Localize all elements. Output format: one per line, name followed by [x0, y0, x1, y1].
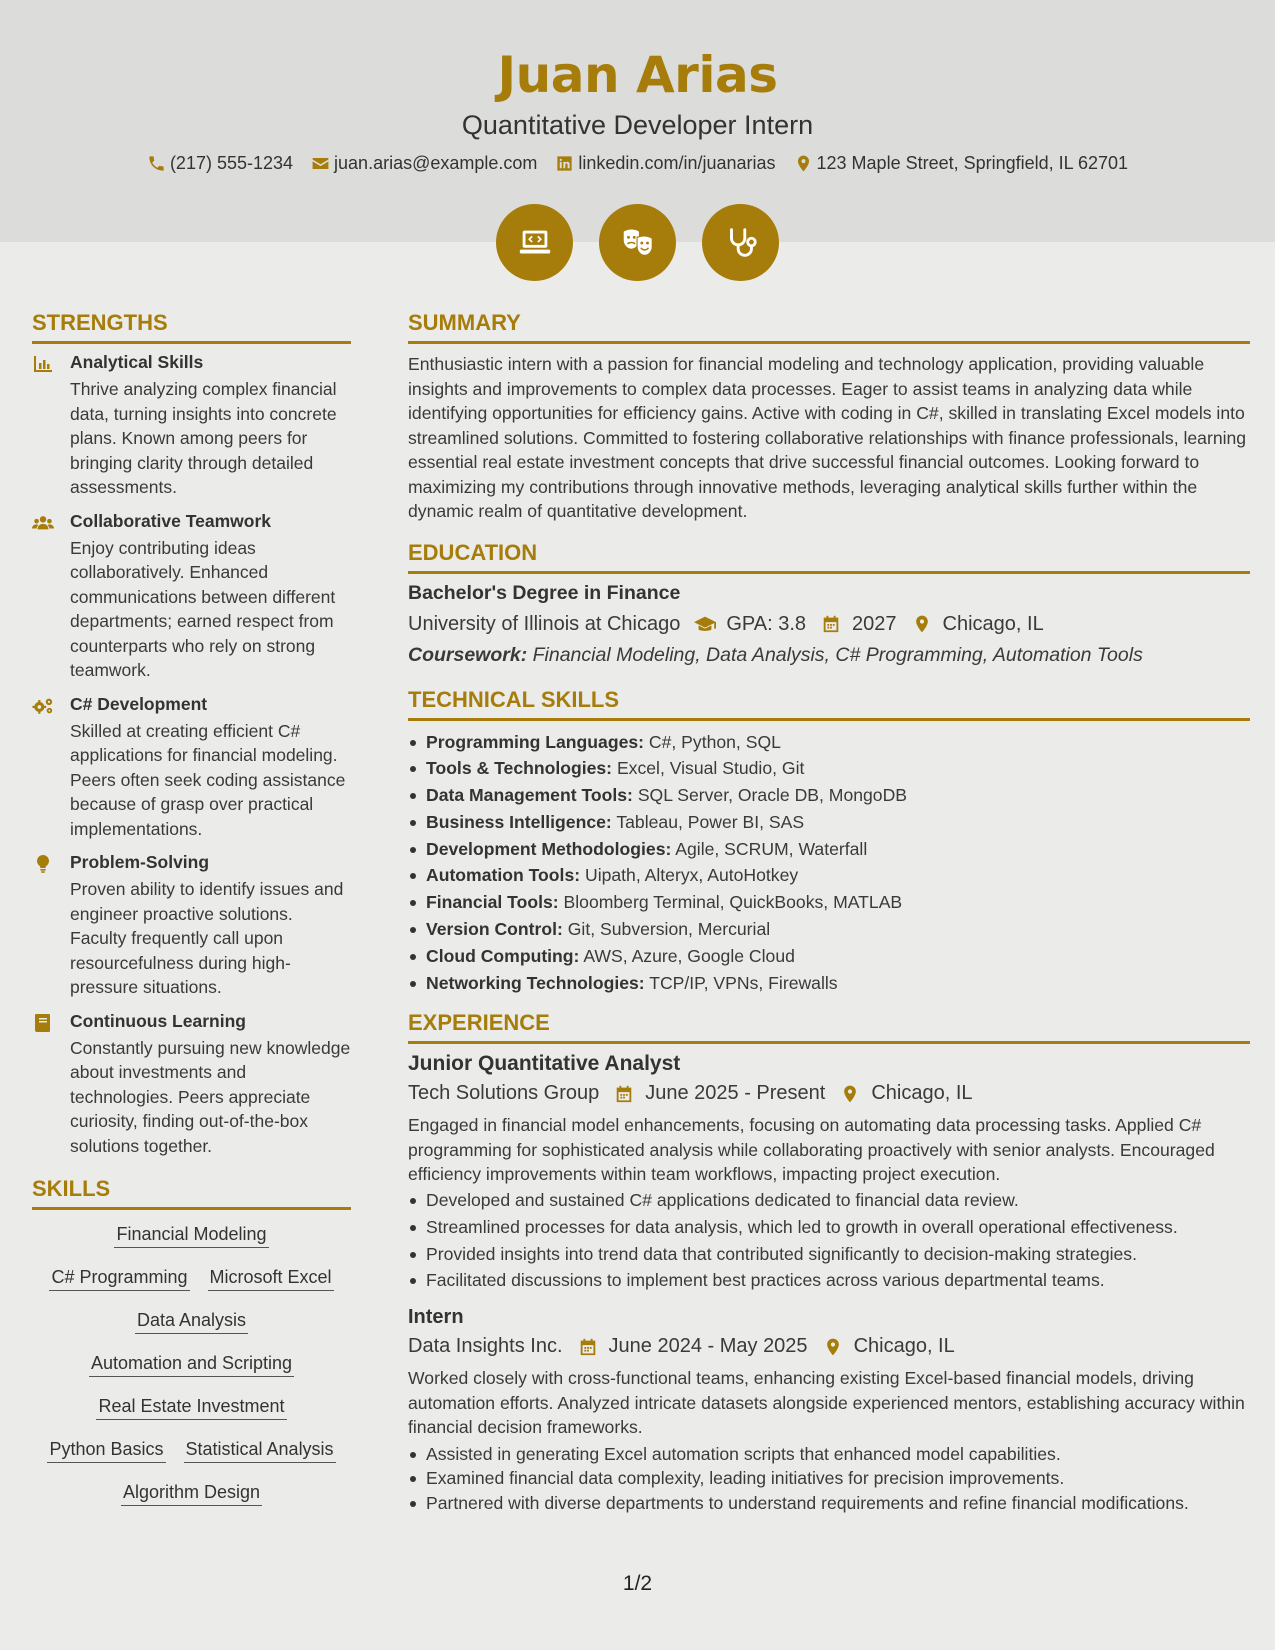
list-item [408, 755, 1250, 782]
stethoscope-badge [702, 204, 779, 281]
list-item [408, 889, 1250, 916]
strength-desc: Thrive analyzing complex financial data, turning insights into concrete plans. Known among peers for bringing clarity through detailed assessments. [70, 379, 337, 497]
education-school: University of Illinois at Chicago [408, 612, 681, 635]
list-item: Streamlined processes for data analysis, which led to growth in overall operational effectiveness. [408, 1214, 1250, 1241]
education-meta [408, 613, 1250, 636]
candidate-name: Juan Arias [497, 46, 778, 104]
tech-skill-value: Uipath, Alteryx, AutoHotkey [584, 865, 799, 886]
list-item [408, 836, 1250, 863]
map-marker-icon [911, 614, 933, 634]
tech-skill-label: Networking Technologies: [426, 972, 645, 993]
tech-skill-value: Agile, SCRUM, Waterfall [675, 838, 868, 859]
list-item [408, 782, 1250, 809]
contact-row [0, 153, 1275, 174]
phone-icon [147, 154, 166, 173]
strength-desc: Constantly pursuing new knowledge about investments and technologies. Peers appreciate curiosity, finding out-of-the-box solutions together. [70, 1037, 351, 1156]
contact-linkedin[interactable] [555, 153, 775, 174]
calendar-icon [820, 614, 842, 634]
education-year: 2027 [852, 612, 897, 635]
list-item: Developed and sustained C# applications dedicated to financial data review. [408, 1187, 1250, 1214]
technical-skills-heading: TECHNICAL SKILLS [408, 687, 1250, 721]
strength-item [32, 352, 351, 500]
list-item [408, 729, 1250, 756]
users-icon [32, 513, 54, 533]
coursework-label: Coursework: [408, 643, 528, 666]
skill-chip: Algorithm Design [121, 1482, 262, 1506]
job-entry [408, 1306, 1250, 1515]
linkedin-icon [555, 154, 574, 173]
strengths-heading: STRENGTHS [32, 310, 351, 344]
summary-text: Enthusiastic intern with a passion for financial modeling and technology application, providing valuable insights and improvements to complex data processes. Eager to assist teams in analyzing data while identifying opportunities for efficiency gains. Active with coding in C#, skilled in translating Excel models into streamlined solutions. Committed to fostering collaborative relationships with finance professionals, learning essential real estate investment concepts that drive successful financial outcomes. Looking forward to maximizing my contributions through innovative methods, leveraging analytical skills further within the dynamic realm of quantitative development. [408, 354, 1247, 521]
job-entry [408, 1052, 1250, 1294]
left-column [32, 310, 351, 1506]
tech-skill-label: Tools & Technologies: [426, 758, 613, 779]
job-bullets [408, 1442, 1250, 1516]
job-company: Data Insights Inc. [408, 1335, 563, 1358]
tech-skill-label: Development Methodologies: [426, 838, 672, 859]
job-title: Intern [408, 1306, 464, 1329]
calendar-icon [613, 1084, 635, 1104]
address-text: 123 Maple Street, Springfield, IL 62701 [816, 153, 1129, 173]
job-description: Engaged in financial model enhancements, focusing on automating data processing tasks. Applied C# programming for sophisticated analysis while collaborating proactively with senior analysts. Encouraged efficiency improvements within team workflows, impacting project execution. [408, 1115, 1215, 1185]
tech-skill-value: AWS, Azure, Google Cloud [583, 945, 795, 966]
strength-desc: Enjoy contributing ideas collaboratively. Enhanced communications between different departments; earned respect from counterparts who rely on strong teamwork. [70, 537, 336, 680]
tech-skill-value: TCP/IP, VPNs, Firewalls [649, 972, 838, 993]
experience-heading: EXPERIENCE [408, 1010, 1250, 1044]
job-company: Tech Solutions Group [408, 1082, 600, 1105]
tech-skill-value: Git, Subversion, Mercurial [567, 919, 771, 940]
strength-title: Continuous Learning [70, 1010, 246, 1031]
list-item [408, 916, 1250, 943]
tech-skill-value: SQL Server, Oracle DB, MongoDB [637, 785, 908, 806]
skills-list [32, 1218, 351, 1506]
tech-skill-label: Programming Languages: [426, 731, 644, 752]
skill-chip: Data Analysis [135, 1310, 248, 1334]
strength-item [32, 511, 351, 683]
theater-masks-badge [599, 204, 676, 281]
lightbulb-icon [32, 854, 54, 874]
skill-chip: Python Basics [47, 1439, 165, 1463]
envelope-icon [311, 154, 330, 173]
tech-skill-label: Automation Tools: [426, 865, 581, 886]
graduation-cap-icon [694, 614, 716, 634]
job-bullets [408, 1187, 1250, 1294]
email-text: juan.arias@example.com [334, 153, 538, 173]
strength-item [32, 694, 351, 842]
strength-desc: Proven ability to identify issues and engineer proactive solutions. Faculty frequently call upon resourcefulness during high-pressure situations. [70, 879, 344, 997]
cogs-icon [32, 696, 54, 716]
laptop-code-badge [496, 204, 573, 281]
education-degree: Bachelor's Degree in Finance [408, 581, 681, 604]
tech-skill-label: Data Management Tools: [426, 785, 633, 806]
coursework-list: Financial Modeling, Data Analysis, C# Programming, Automation Tools [532, 643, 1143, 666]
contact-email[interactable] [311, 153, 537, 174]
laptop-code-icon [516, 224, 554, 262]
tech-skill-label: Cloud Computing: [426, 945, 580, 966]
map-marker-icon [822, 1337, 844, 1357]
phone-text: (217) 555-1234 [169, 153, 294, 173]
strength-title: Collaborative Teamwork [70, 510, 271, 531]
job-description: Worked closely with cross-functional teams, enhancing existing Excel-based financial models, driving automation efforts. Analyzed intricate datasets alongside experienced mentors, establishing accuracy within financial decision frameworks. [408, 1368, 1245, 1438]
tech-skill-label: Financial Tools: [426, 892, 559, 913]
book-icon [32, 1013, 54, 1033]
map-marker-icon [839, 1084, 861, 1104]
skills-heading: SKILLS [32, 1176, 351, 1210]
strength-item [32, 1011, 351, 1159]
page-number: 1/2 [622, 1572, 653, 1595]
candidate-role: Quantitative Developer Intern [461, 110, 814, 140]
tech-skill-label: Business Intelligence: [426, 811, 612, 832]
skill-chip: Real Estate Investment [96, 1396, 286, 1420]
job-meta [408, 1335, 1250, 1358]
skill-chip: Automation and Scripting [89, 1353, 294, 1377]
list-item: Provided insights into trend data that contributed significantly to decision-making strategies. [408, 1241, 1250, 1268]
summary-heading: SUMMARY [408, 310, 1250, 344]
skill-chip: Financial Modeling [114, 1224, 268, 1248]
strength-item [32, 852, 351, 1000]
list-item: Facilitated discussions to implement best practices across various departmental teams. [408, 1267, 1250, 1294]
theater-masks-icon [619, 224, 657, 262]
contact-phone[interactable] [147, 153, 293, 174]
stethoscope-icon [722, 224, 760, 262]
list-item: Examined financial data complexity, leading initiatives for precision improvements. [408, 1466, 1250, 1491]
technical-skills-list [408, 729, 1250, 997]
job-dates: June 2025 - Present [645, 1082, 826, 1105]
list-item: Assisted in generating Excel automation scripts that enhanced model capabilities. [408, 1442, 1250, 1467]
education-location: Chicago, IL [942, 612, 1044, 635]
job-title: Junior Quantitative Analyst [408, 1052, 681, 1076]
tech-skill-value: Bloomberg Terminal, QuickBooks, MATLAB [563, 892, 903, 913]
interest-badges [0, 204, 1275, 281]
job-meta [408, 1082, 1250, 1105]
tech-skill-label: Version Control: [426, 919, 563, 940]
contact-address [794, 153, 1129, 174]
job-location: Chicago, IL [853, 1335, 955, 1358]
list-item [408, 809, 1250, 836]
strength-title: Problem-Solving [70, 852, 210, 872]
strength-title: Analytical Skills [70, 352, 204, 372]
strength-desc: Skilled at creating efficient C# applications for financial modeling. Peers often seek coding assistance because of grasp over practical implementations. [70, 720, 346, 839]
linkedin-text: linkedin.com/in/juanarias [578, 153, 776, 173]
strength-title: C# Development [70, 693, 208, 714]
list-item: Partnered with diverse departments to understand requirements and refine financial modifications. [408, 1491, 1250, 1516]
skill-chip: Statistical Analysis [184, 1439, 336, 1463]
map-marker-icon [794, 154, 813, 173]
list-item [408, 970, 1250, 997]
skill-chip: Microsoft Excel [208, 1267, 334, 1291]
tech-skill-value: C#, Python, SQL [648, 731, 781, 752]
tech-skill-value: Tableau, Power BI, SAS [616, 811, 805, 832]
list-item [408, 943, 1250, 970]
job-dates: June 2024 - May 2025 [608, 1335, 808, 1358]
education-heading: EDUCATION [408, 540, 1250, 574]
education-gpa: GPA: 3.8 [726, 612, 807, 635]
right-column [408, 310, 1250, 1515]
tech-skill-value: Excel, Visual Studio, Git [616, 758, 805, 779]
calendar-icon [577, 1337, 599, 1357]
job-location: Chicago, IL [871, 1082, 973, 1105]
coursework [408, 644, 1250, 667]
skill-chip: C# Programming [49, 1267, 189, 1291]
chart-bar-icon [32, 354, 54, 374]
list-item [408, 862, 1250, 889]
